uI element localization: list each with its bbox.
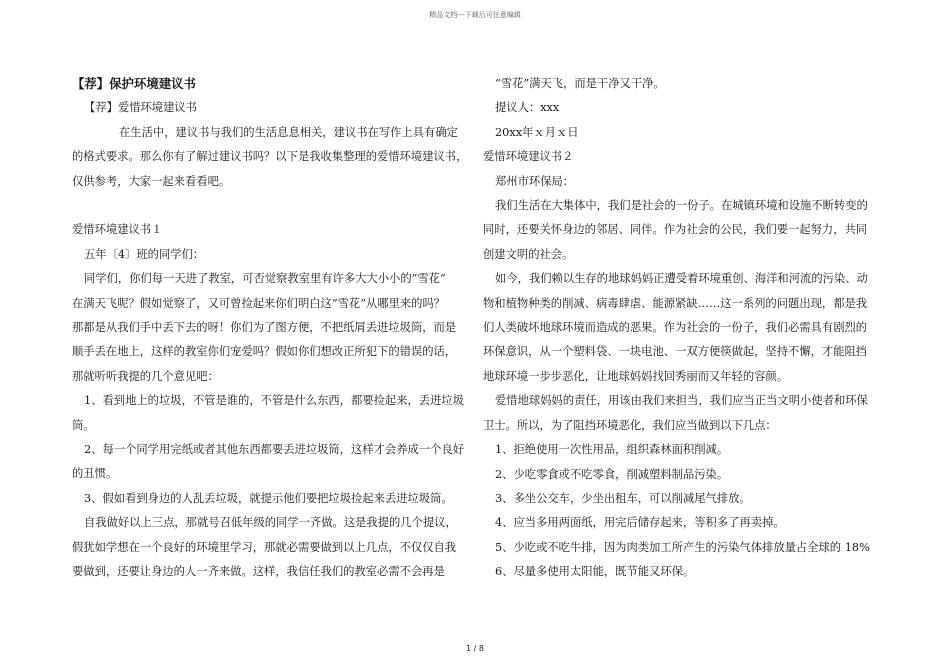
list-item: 4、应当多用两面纸，用完后储存起来，等积多了再卖掉。 bbox=[495, 516, 785, 530]
paragraph-line: 要做到，还要让身边的人一齐来做。这样，我信任我们的教室必需不会再是 bbox=[72, 565, 445, 579]
list-item: 2、每一个同学用完纸或者其他东西都要丢进垃圾筒，这样才会养成一个良好 bbox=[84, 443, 464, 457]
paragraph-line: 地球环境一步步恶化，让地球妈妈找回秀丽而又年轻的容颜。 bbox=[483, 369, 789, 383]
list-item-continued: 筒。 bbox=[72, 418, 95, 432]
section-heading: 爱惜环境建议书２ bbox=[483, 150, 574, 164]
list-item: 6、尽量多使用太阳能，既节能又环保。 bbox=[495, 565, 695, 579]
paragraph-line: 在满天飞呢？假如觉察了，又可曾捡起来你们明白这”雪花”从哪里来的吗？ bbox=[72, 296, 446, 310]
paragraph-line: 我们生活在大集体中，我们是社会的一份子。在城镇环境和设施不断转变的 bbox=[495, 199, 868, 213]
left-column bbox=[72, 72, 470, 585]
list-item: 5、少吃或不吃牛排，因为肉类加工所产生的污染气体排放量占全球的 18% bbox=[495, 540, 870, 554]
paragraph-line: 如今，我们赖以生存的地球妈妈正遭受着环境重创、海洋和河流的污染、动 bbox=[495, 272, 868, 286]
paragraph-line: 那都是从我们手中丢下去的呀！你们为了图方便，不把纸屑丢进垃圾筒，而是 bbox=[72, 321, 457, 335]
salutation: 五年〔4〕班的同学们： bbox=[84, 247, 205, 261]
salutation: 郑州市环保局： bbox=[495, 174, 575, 188]
list-item: 3、多坐公交车，少坐出租车，可以削减尾气排放。 bbox=[495, 491, 751, 505]
paragraph-line: “雪花”满天飞，而是干净又干净。 bbox=[495, 77, 665, 90]
proposer-line: 提议人：xxx bbox=[495, 101, 560, 115]
page-header: 精品文档---下载后可任意编辑 bbox=[429, 11, 521, 19]
paragraph-line: 创建文明的社会。 bbox=[483, 247, 574, 261]
list-item: 1、看到地上的垃圾，不管是谁的，不管是什么东西，都要捡起来，丢进垃圾 bbox=[84, 394, 464, 408]
paragraph-line: 们人类破坏地球环境而造成的恶果。作为社会的一份子，我们必需具有剧烈的 bbox=[483, 321, 868, 335]
paragraph-line: 卫士。所以，为了阻挡环境恶化，我们应当做到以下几点： bbox=[483, 418, 777, 432]
section-heading: 爱惜环境建议书１ bbox=[72, 223, 163, 237]
blank-line bbox=[72, 194, 470, 218]
paragraph-line: 同学们，你们每一天进了教室，可否觉察教室里有许多大大小小的”雪花” bbox=[84, 272, 446, 286]
list-item-continued: 的丑惯。 bbox=[72, 467, 118, 481]
paragraph-line: 爱惜地球妈妈的责任，用该由我们来担当，我们应当正当文明小使者和环保 bbox=[495, 394, 868, 408]
paragraph-line: 同时，还要关怀身边的邻居、同伴。作为社会的公民，我们要一起努力，共同 bbox=[483, 223, 868, 237]
paragraph-line: 那就听听我提的几个意见吧： bbox=[72, 369, 219, 383]
paragraph-line: 在生活中，建议书与我们的生活息息相关，建议书在写作上具有确定 bbox=[119, 125, 458, 139]
paragraph-line: 的格式要求。那么你有了解过建议书吗？以下是我收集整理的爱惜环境建议书， bbox=[72, 150, 468, 164]
paragraph-line: 顺手丢在地上，这样的教室你们宠爱吗？假如你们想改正所犯下的错误的话， bbox=[72, 345, 457, 359]
list-item: 3、假如看到身边的人乱丢垃圾，就提示他们要把垃圾捡起来丢进垃圾筒。 bbox=[84, 491, 453, 505]
paragraph-line: 环保意识，从一个塑料袋、一块电池、一双方便筷做起，坚持不懈，才能阻挡 bbox=[483, 345, 868, 359]
list-item: 2、少吃零食或不吃零食，削减塑料制品污染。 bbox=[495, 467, 729, 481]
page-number: 1 / 8 bbox=[466, 644, 484, 653]
right-column bbox=[483, 72, 881, 585]
paragraph-line: 假犹如学想在一个良好的环境里学习，那就必需要做到以上几点，不仅仅自我 bbox=[72, 540, 457, 554]
paragraph-line: 自我做好以上三点，那就号召低年级的同学一齐做。这是我提的几个提议， bbox=[84, 516, 457, 530]
subtitle: 【荐】爱惜环境建议书 bbox=[84, 101, 197, 115]
date-line: 20xx年ｘ月ｘ日 bbox=[495, 125, 579, 139]
list-item: 1、拒绝使用一次性用品，组织森林面积削减。 bbox=[495, 443, 729, 457]
paragraph-line: 仅供参考，大家一起来看看吧。 bbox=[72, 174, 231, 188]
document-title: 【荐】保护环境建议书 bbox=[72, 76, 196, 91]
paragraph-line: 物和植物种类的削减、病毒肆虐、能源紧缺……这一系列的问题出现，都是我 bbox=[483, 296, 868, 310]
